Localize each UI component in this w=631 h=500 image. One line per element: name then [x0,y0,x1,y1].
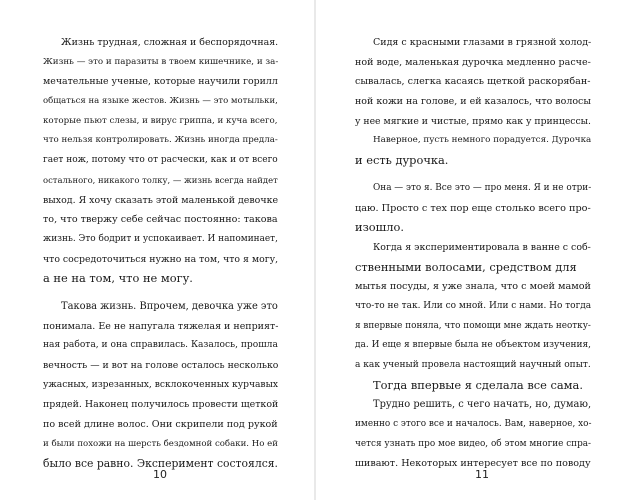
text-line: и есть дурочка. [355,153,449,168]
text-line: вечность — и вот на голове осталось несколько [43,360,279,371]
text-line: то, что твержу себе сейчас постоянно: такова [43,214,278,226]
text-line: ной кожи на голове, и ей казалось, что волосы [355,96,591,108]
text-line: шивают. Некоторых интересует все по поводу [355,458,591,470]
text-line: мечательные ученые, которые научили горилл [43,76,278,88]
text-line: Такова жизнь. Впрочем, девочка уже это [61,300,278,312]
text-line: цаю. Просто с тех пор еще столько всего про- [355,202,591,214]
text-line: Она — это я. Все это — про меня. Я и не отри- [373,182,592,193]
text-line: что нельзя контролировать. Жизнь иногда предла- [43,135,278,146]
text-line: общаться на языке жестов. Жизнь — это мотыльки, [43,96,278,107]
text-line: Трудно решить, с чего начать, но, думаю, [373,399,592,411]
text-line: понимала. Ее не напугала тяжелая и неприят- [43,320,279,332]
left-page [0,0,315,500]
text-line: сывалась, слегка касаясь щеткой раскорябан- [355,76,591,88]
text-line: чется узнать про мое видео, об этом многие спра- [355,438,592,449]
text-line: ной воде, маленькая дурочка медленно расче- [355,56,591,68]
text-line: что-то не так. Или со мной. Или с нами. Но тогда [355,300,592,311]
text-line: по всей длине волос. Они скрипели под рукой [43,419,278,431]
text-line: а не на том, что не могу. [43,271,193,286]
text-line: и были похожи на шерсть бездомной собаки. Но ей [43,438,278,449]
text-line: Наверное, пусть немного порадуется. Дурочка [373,135,592,146]
text-line: а как ученый провела настоящий научный опыт. [355,360,591,370]
page-number-left: 10 [153,468,167,481]
left-page-text [43,33,278,474]
text-line: что сосредоточиться нужно на том, что я могу, [43,253,279,265]
text-line: изошло. [355,220,404,235]
text-line: гает нож, потому что от расчески, как и от всего [43,155,278,166]
text-line: прядей. Наконец получилось провести щеткой [43,399,279,411]
text-line: жизнь. Это бодрит и успокаивает. И напоминает, [43,233,278,244]
text-line: Сидя с красными глазами в грязной холод- [373,37,592,48]
text-line: Когда я экспериментировала в ванне с соб- [373,241,591,253]
right-page-text [355,33,591,474]
text-line: ственными волосами, средством для [355,259,577,274]
page-number-right: 11 [475,468,489,481]
text-line: Жизнь — это и паразиты в твоем кишечнике, и за- [43,56,279,67]
text-line: именно с этого все и началось. Вам, наверное, хо- [355,419,592,430]
text-line: я впервые поняла, что помощи мне ждать неотку- [355,320,591,331]
text-line: Жизнь трудная, сложная и беспорядочная. [61,37,279,48]
text-line: мытья посуды, я уже знала, что с моей мамой [355,281,591,293]
text-line: ная работа, и она справилась. Казалось, прошла [43,340,278,351]
text-line: выход. Я хочу сказать этой маленькой девочке [43,194,279,206]
text-line: да. И еще я впервые была не объектом изучения, [355,340,592,351]
text-line: было все равно. Эксперимент состоялся. [43,457,278,471]
text-line: которые пьют слезы, и вирус гриппа, и куча всего, [43,115,278,126]
right-page [315,0,631,500]
text-line: Тогда впервые я сделала все сама. [373,377,583,392]
text-line: у нее мягкие и чистые, прямо как у принцессы. [355,115,592,127]
text-line: остального, никакого толку, — жизнь всегда найдет [43,174,278,185]
text-line: ужасных, изрезанных, всклокоченных курчавых [43,379,278,390]
